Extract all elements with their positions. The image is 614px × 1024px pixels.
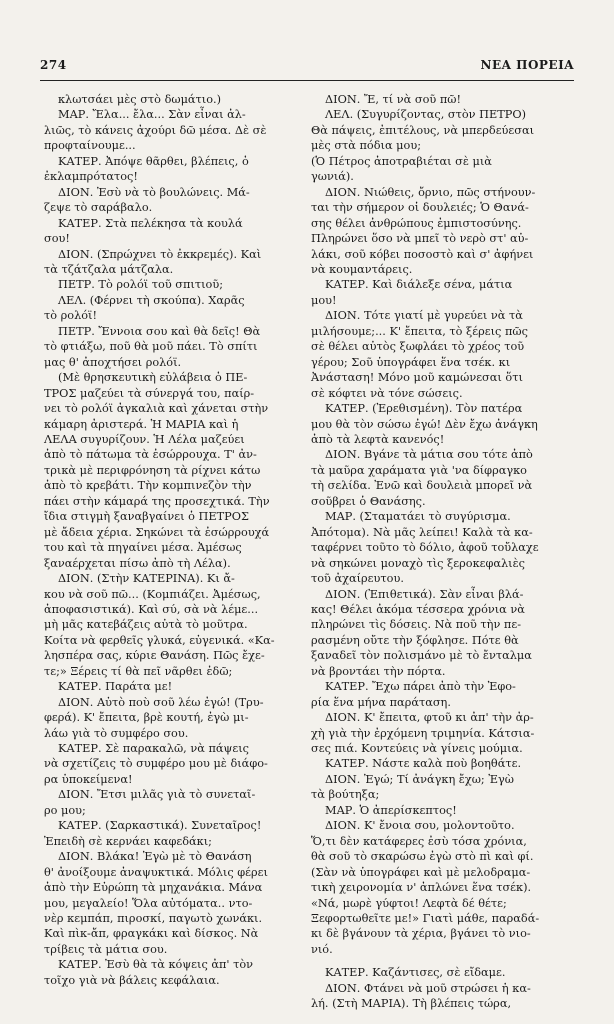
paragraph: ΚΑΤΕΡ. Καὶ διάλεξε σένα, μάτια μου!	[311, 278, 513, 307]
paragraph: ΚΑΤΕΡ. Ἐσὺ θὰ τὰ κόψεις ἀπ' τὸν τοῖχο γιὰ νὰ βάλεις κεφάλαια.	[44, 958, 254, 987]
paragraph: ΚΑΤΕΡ. Στὰ πελέκησα τὰ κουλά σου!	[44, 216, 243, 246]
left-column	[44, 92, 294, 1002]
paragraph: ΚΑΤΕΡ. (Σαρκαστικά). Συνεταῖρος! Ἐπειδὴ σὲ κερνάει καφεδάκι;	[44, 819, 262, 848]
paragraph: ΔΙΟΝ. Ἔ, τί νὰ σοῦ πῶ!	[325, 93, 462, 106]
paragraph: ΔΙΟΝ. Αὐτὸ ποὺ σοῦ λέω ἐγώ! (Τρυ- φερά). Κ' ἔπειτα, βρὲ κουτή, ἐγὼ μι- λάω γιὰ τὸ συμφέρο σου.	[44, 695, 264, 740]
paragraph: ΠΕΤΡ. Τὸ ρολόϊ τοῦ σπιτιοῦ;	[58, 278, 223, 292]
paragraph: ΚΑΤΕΡ. Νάστε καλὰ ποὺ βοηθάτε.	[325, 757, 522, 771]
paragraph: ΔΙΟΝ. Βγάνε τὰ μάτια σου τότε ἀπὸ τὰ μαῦρα χαράματα γιὰ 'να δίφραγκο τὴ σελίδα. Ἐνῶ καὶ δουλειὰ μπορεῖ νὰ σοῦβρει ὁ Θανάσης.	[311, 448, 533, 508]
paragraph: ΛΕΛ. (Φέρνει τὴ σκούπα). Χαρᾶς τὸ ρολόϊ!	[44, 293, 245, 323]
paragraph: ΜΑΡ. (Σταματάει τὸ συγύρισμα. Ἀπότομα). Νὰ μᾶς λείπει! Καλὰ τὰ κα- ταφέρνει τοῦτο τὸ δόλιο, ἀφοῦ τοὔλαχε νὰ σηκώνει μοναχὸ τὶς ξεροκεφαλιὲς τοῦ ἀχαίρευτου.	[311, 510, 539, 586]
right-column	[311, 92, 561, 1011]
paragraph: ΔΙΟΝ. Κ' ἔπειτα, φτοῦ κι ἀπ' τὴν ἀρ- χὴ γιὰ τὴν ἐρχόμενη τριμηνία. Κάτσια- σες πιά. Κοντεύεις νὰ γίνεις μούμια.	[311, 711, 535, 756]
page-number: 274	[40, 58, 67, 72]
paragraph: ΚΑΤΕΡ. Σὲ παρακαλῶ, νὰ πάψεις νὰ σχετίζεις τὸ συμφέρο μου μὲ διάφο- ρα ὑποκείμενα!	[44, 742, 268, 786]
header-rule	[40, 80, 574, 81]
paragraph: ΔΙΟΝ. Ἔτσι μιλᾶς γιὰ τὸ συνεταῖ- ρο μου;	[44, 788, 256, 817]
paragraph: (Μὲ θρησκευτικὴ εὐλάβεια ὁ ΠΕ- ΤΡΟΣ μαζεύει τὰ σύνεργά του, παίρ- νει τὸ ρολόϊ ἀγκαλιὰ καὶ χάνεται στὴν κάμαρη ἀριστερά. Ἡ ΜΑΡΙΑ καὶ ἡ ΛΕΛΑ συγυρίζουν. Ἡ Λέλα μαζεύει ἀπὸ τὸ πάτωμα τὰ ἐσώρρουχα. Τ' ἀν- τρικὰ μὲ περιφρόνηση τὰ ρίχνει κάτω ἀπὸ τὸ κρεβάτι. Τὴν κομπινεζὸν τὴν πάει στὴν κάμαρά της προσεχτικά. Τὴν ἴδια στιγμὴ ξαναβγαίνει ὁ ΠΕΤΡΟΣ μὲ ἄδεια χέρια. Σηκώνει τὰ ἐσώρρουχά του καὶ τὰ πηγαίνει μέσα. Ἀμέσως ξαναέρχεται πίσω ἀπὸ τὴ Λέλα).	[44, 371, 270, 570]
paragraph: ΜΑΡ. Ὁ ἀπερίσκεπτος!	[325, 803, 457, 817]
journal-title: ΝΕΑ ΠΟΡΕΙΑ	[480, 58, 574, 72]
running-header	[40, 58, 574, 76]
paragraph: ΔΙΟΝ. Τότε γιατί μὲ γυρεύει νὰ τὰ μιλήσουμε;... Κ' ἔπειτα, τὸ ξέρεις πῶς σὲ θέλει αὐτὸς ξωφλάει τὸ χρέος τοῦ γέρου; Σοῦ ὑπογράφει ἕνα τσέκ. κι Ἀνάσταση! Μόνο μοῦ καμώνεσαι ὅτι σὲ κόφτει νὰ τόνε σώσεις.	[311, 309, 528, 400]
paragraph: ΔΙΟΝ. (Στὴν ΚΑΤΕΡΙΝΑ). Κι ἄ- κου νὰ σοῦ πῶ... (Κομπιάζει. Ἀμέσως, ἀποφασιστικά). Καὶ σύ, σὰ νὰ λέμε... μὴ μᾶς κατεβάζεις αὐτὰ τὸ μοῦτρα. Κοίτα νὰ φερθεῖς γλυκά, εὐγενικά. «Κα- λησπέρα σας, κύριε Θανάση. Πῶς ἔχε- τε;» Ξέρεις τί θὰ πεῖ νᾶρθει ἐδῶ;	[44, 572, 275, 678]
paragraph: ΔΙΟΝ. Νιώθεις, ὄρνιο, πῶς στήνουν- ται τὴν σήμερον οἱ δουλειές; Ὁ Θανά- σης θέλει ἀνθρώπους ἐμπιστοσύνης. Πληρώνει ὅσο νὰ μπεῖ τὸ νερὸ στ' αὐ- λάκι, σοῦ κόβει ποσοστὸ καὶ σ' ἀφήνει νὰ κουμαντάρεις.	[311, 185, 536, 276]
paragraph: ΚΑΤΕΡ. (Ἐρεθισμένη). Τὸν πατέρα μου θὰ τὸν σώσω ἐγώ! Δὲν ἔχω ἀνάγκη ἀπὸ τὰ λεφτὰ κανενός!	[311, 402, 538, 446]
paragraph: ΚΑΤΕΡ. Καζάντισες, σὲ εἴδαμε.	[325, 966, 506, 980]
paragraph: ΔΙΟΝ. Φτάνει νὰ μοῦ στρώσει ἡ κα- λή. (Στὴ ΜΑΡΙΑ). Τὴ βλέπεις τώρα,	[311, 981, 531, 1011]
paragraph: ΔΙΟΝ. (Ἐπιθετικά). Σὰν εἶναι βλά- κας! Θέλει ἀκόμα τέσσερα χρόνια νὰ πληρώνει τὶς δόσεις. Νὰ ποῦ τὴν πε- ρασμένη οὔτε τὴν ξόφλησε. Πότε θὰ ξαναδεῖ τὸν πολισμάνο μὲ τὸ ἔνταλμα νὰ βροντάει τὴν πόρτα.	[311, 587, 532, 678]
paragraph: ΚΑΤΕΡ. Παράτα με!	[58, 680, 173, 694]
paragraph: ΚΑΤΕΡ. Ἀπόψε θᾶρθει, βλέπεις, ὁ ἐκλαμπρότατος!	[44, 154, 249, 184]
paragraph: ΚΑΤΕΡ. Ἔχω πάρει ἀπὸ τὴν Ἐφο- ρία ἕνα μήνα παράταση.	[311, 680, 516, 709]
paragraph: ΜΑΡ. Ἔλα... ἔλα... Σὰν εἶναι ἀλ- λιῶς, τὸ κάνεις ἀχούρι δῶ μέσα. Δὲ σὲ προφταίνουμε...	[44, 108, 267, 153]
paragraph: ΛΕΛ. (Συγυρίζοντας, στὸν ΠΕΤΡΟ) Θὰ πάψεις, ἐπιτέλους, νὰ μπερδεύεσαι μὲς στὰ πόδια μου; (Ὁ Πέτρος ἀποτραβιέται σὲ μιὰ γωνιά).	[311, 108, 535, 184]
paragraph: κλωτσάει μὲς στὸ δωμάτιο.)	[58, 93, 222, 106]
paragraph: ΔΙΟΝ. Κ' ἔνοια σου, μολοντοῦτο. Ὅ,τι δὲν κατάφερες ἐσὺ τόσα χρόνια, θὰ σοῦ τὸ σκαρώσω ἐγὼ στὸ πὶ καὶ φί. (Σὰν νὰ ὑπογράφει καὶ μὲ μελοδραμα- τικὴ χειρονομία ν' ἀπλώνει ἕνα τσέκ). «Νά, μωρὲ γύφτοι! Λεφτὰ δέ θέτε; Ξεφορτωθεῖτε με!» Γιατὶ μάθε, παραδά- κι δὲ βγάνουν τὰ χέρια, βγάνει τὸ νιο- νιό.	[311, 819, 540, 956]
paragraph: ΔΙΟΝ. Ἐσὺ νὰ τὸ βουλώνεις. Μά- ζεψε τὸ σαράβαλο.	[44, 185, 250, 215]
paragraph: ΔΙΟΝ. Ἐγώ; Τί ἀνάγκη ἔχω; Ἐγὼ τὰ βούτηξα;	[311, 772, 514, 802]
paragraph: ΔΙΟΝ. Βλάκα! Ἐγὼ μὲ τὸ Θανάση θ' ἀνοίξουμε ἀναψυκτικά. Μόλις φέρει ἀπὸ τὴν Εὐρώπη τὰ μηχανάκια. Μάνα μου, μεγαλείο! Ὅλα αὐτόματα.. ντο- νὲρ κεμπάπ, πιροσκί, παγωτὸ χωνάκι. Καὶ πὶκ-ἄπ, φραγκάκι καὶ δίσκος. Νὰ τρίβεις τὰ μάτια σου.	[44, 850, 268, 956]
paragraph: ΔΙΟΝ. (Σπρώχνει τὸ ἐκκρεμές). Καὶ τὰ τζάτζαλα μάτζαλα.	[44, 247, 262, 276]
paragraph: ΠΕΤΡ. Ἔννοια σου καὶ θὰ δεῖς! Θὰ τὸ φτιάξω, ποῦ θὰ μοῦ πάει. Τὸ σπίτι μας θ' ἀποχτήσει ρολόϊ.	[44, 324, 261, 369]
